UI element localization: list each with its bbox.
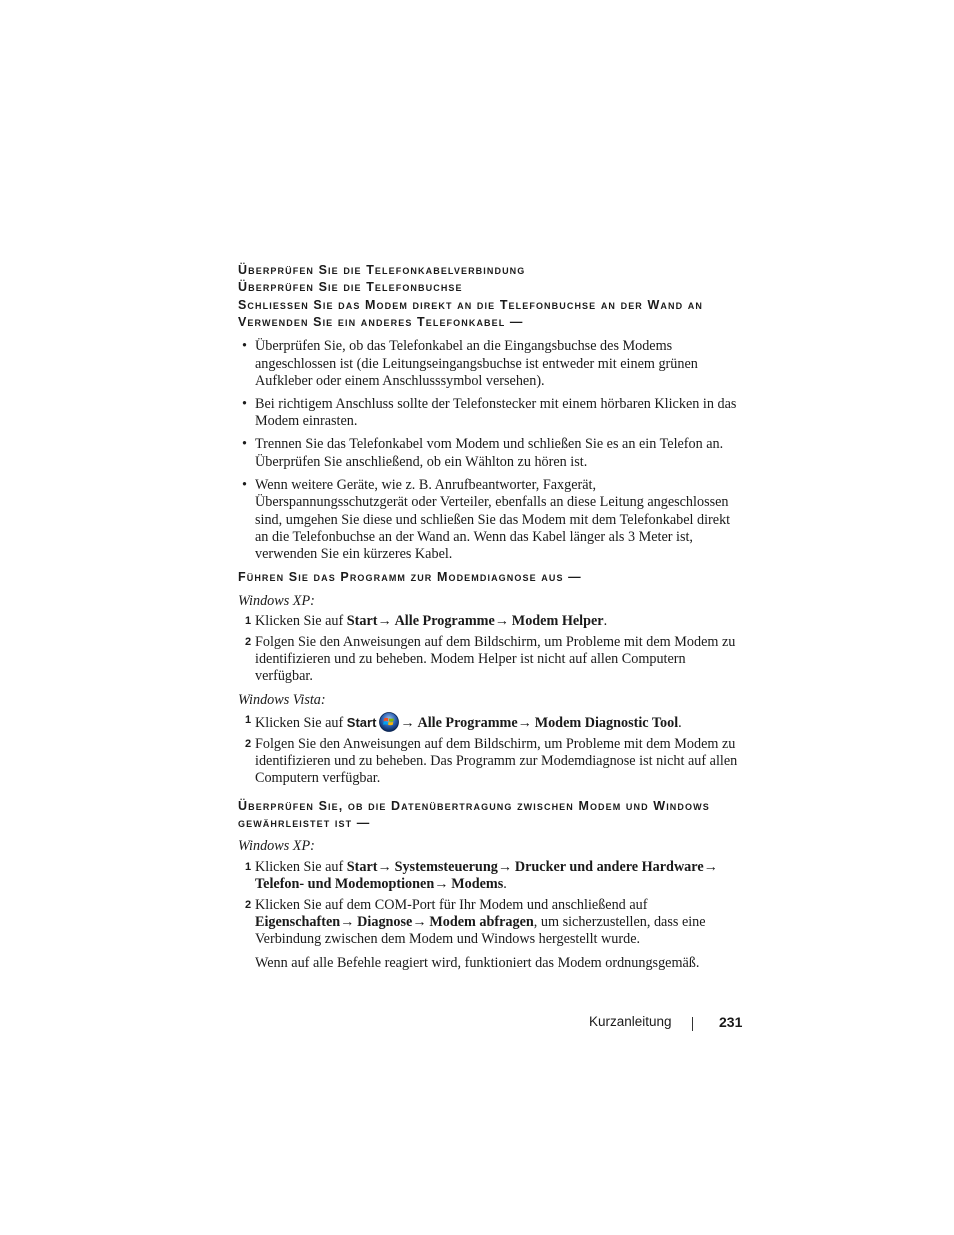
heading-modem-diagnostics: Führen Sie das Programm zur Modemdiagnose aus — xyxy=(238,570,582,585)
step-number: 2 xyxy=(245,737,252,750)
bullet-icon: • xyxy=(242,476,247,493)
heading-check-jack: Überprüfen Sie die Telefonbuchse xyxy=(238,280,463,295)
list-item: • Überprüfen Sie, ob das Telefonkabel an die Eingangsbuchse des Modems angeschlossen ist (die Leitungseingangsbuchse ist entweder mit einem grünen Aufkleber oder einem Anschlusssymbol versehen). xyxy=(242,338,698,389)
arrow-icon: → xyxy=(340,914,355,931)
arrow-icon: → xyxy=(400,715,415,732)
arrow-icon: → xyxy=(377,858,392,875)
heading-check-cable: Überprüfen Sie die Telefonkabelverbindung xyxy=(238,263,526,277)
footer-divider xyxy=(692,1017,693,1031)
bullet-icon: • xyxy=(242,396,247,412)
bullet-icon: • xyxy=(242,436,247,453)
os-label-vista: Windows Vista: xyxy=(238,691,326,708)
step-item: 2 Folgen Sie den Anweisungen auf dem Bildschirm, um Probleme mit dem Modem zu identifizieren und zu beheben. Modem Helper ist nicht auf allen Computern verfügbar. xyxy=(245,633,736,685)
list-item: • Trennen Sie das Telefonkabel vom Modem und schließen Sie es an ein Telefon an. Überprüfen Sie anschließend, ob ein Wählton zu hören ist. xyxy=(242,436,724,470)
result-note: Wenn auf alle Befehle reagiert wird, funktioniert das Modem ordnungsgemäß. xyxy=(255,954,700,971)
step-number: 1 xyxy=(245,615,252,628)
arrow-icon: → xyxy=(497,858,512,875)
step-item: 1 Klicken Sie auf Start→ Systemsteuerung→ Drucker und andere Hardware→ Telefon- und Modemoptionen→ Modems. xyxy=(245,858,718,893)
page-content xyxy=(238,262,738,972)
top-headings xyxy=(238,262,738,331)
step-item: 2 Klicken Sie auf dem COM-Port für Ihr Modem und anschließend auf Eigenschaften→ Diagnose→ Modem abfragen, um sicherzustellen, dass eine Verbindung zwischen dem Modem und Windows hergestellt wurde. xyxy=(245,896,706,948)
arrow-icon: → xyxy=(517,715,532,732)
arrow-icon: → xyxy=(412,914,427,931)
bullet-list xyxy=(238,338,738,564)
steps-vista xyxy=(238,712,738,788)
bullet-icon: • xyxy=(242,338,247,355)
list-item: • Wenn weitere Geräte, wie z. B. Anrufbeantworter, Faxgerät, Überspannungsschutzgerät oder Verteiler, ebenfalls an diese Leitung angeschlossen sind, umgehen Sie diese und schließen Sie das Modem mit dem Telefonkabel direkt an die Telefonbuchse an der Wand an. Wenn das Kabel länger als 3 Meter ist, verwenden Sie ein kürzeres Kabel. xyxy=(242,476,731,563)
heading-comm-line2: gewährleistet ist — xyxy=(238,816,371,831)
footer-title: Kurzanleitung xyxy=(589,1014,672,1029)
heading-comm-block xyxy=(238,798,738,833)
heading-connect-direct: Schliessen Sie das Modem direkt an die Telefonbuchse an der Wand an xyxy=(238,297,703,312)
heading-other-cable: Verwenden Sie ein anderes Telefonkabel — xyxy=(238,314,524,329)
steps-comm xyxy=(238,859,738,949)
arrow-icon: → xyxy=(494,613,509,630)
step-item: 1 Klicken Sie auf Start → Alle Programme→ Modem Diagnostic Tool. xyxy=(245,714,682,732)
step-number: 1 xyxy=(245,714,252,727)
list-item: • Bei richtigem Anschluss sollte der Telefonstecker mit einem hörbaren Klicken in das Modem einrasten. xyxy=(242,396,737,430)
page-number: 231 xyxy=(719,1014,743,1030)
arrow-icon: → xyxy=(377,613,392,630)
steps-xp xyxy=(238,613,738,686)
os-label-xp: Windows XP: xyxy=(238,592,315,609)
arrow-icon: → xyxy=(434,876,449,893)
step-number: 2 xyxy=(245,898,252,911)
step-item: 1 Klicken Sie auf Start→ Alle Programme→ Modem Helper. xyxy=(245,613,608,630)
step-item: 2 Folgen Sie den Anweisungen auf dem Bildschirm, um Probleme mit dem Modem zu identifizieren und zu beheben. Das Programm zur Modemdiagnose ist nicht auf allen Computern verfügbar. xyxy=(245,735,738,787)
arrow-icon: → xyxy=(703,858,718,875)
heading-comm-line1: Überprüfen Sie, ob die Datenübertragung zwischen Modem und Windows xyxy=(238,798,710,813)
os-label-xp-comm: Windows XP: xyxy=(238,838,315,855)
step-number: 1 xyxy=(245,860,252,873)
windows-start-orb-icon xyxy=(379,712,399,732)
step-number: 2 xyxy=(245,635,252,648)
